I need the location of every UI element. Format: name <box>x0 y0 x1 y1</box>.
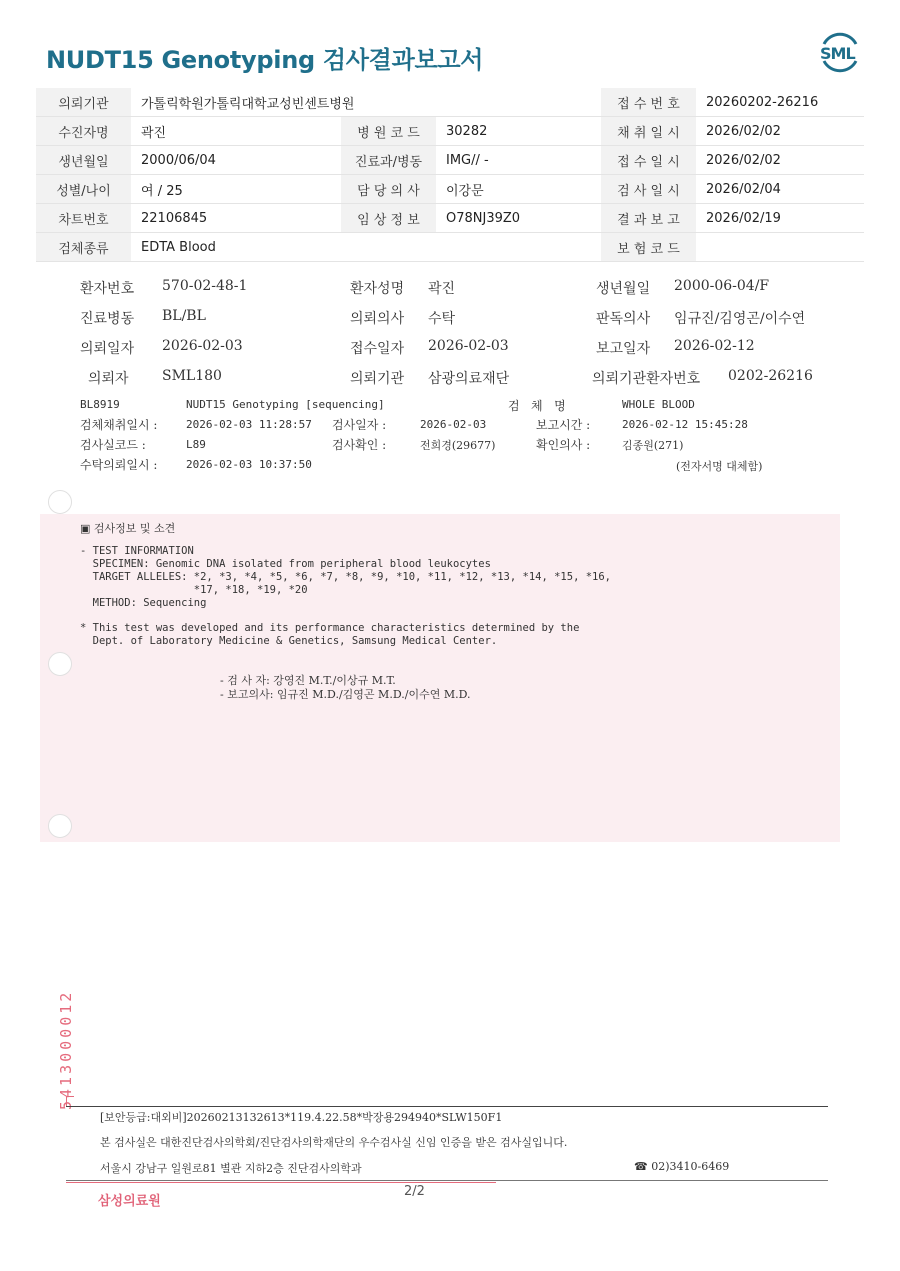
specimen: WHOLE BLOOD <box>622 398 695 411</box>
collect-label: 검체채취일시 : <box>80 418 158 432</box>
recv-date: 2026-02-03 <box>428 338 509 354</box>
footer-top-rule <box>66 1106 828 1107</box>
requester-label: 의뢰자 <box>88 371 129 387</box>
req-doctor-label: 의뢰의사 <box>350 311 405 327</box>
findings-line: *17, *18, *19, *20 <box>80 584 308 596</box>
findings-line: Dept. of Laboratory Medicine & Genetics, Samsung Medical Center. <box>80 635 498 647</box>
header-field-label: 결 과 보 고 <box>601 204 696 233</box>
header-field-label: 검체종류 <box>36 233 131 262</box>
header-field-value: 20260202-26216 <box>696 88 864 117</box>
report-date-label: 보고일자 <box>596 341 651 357</box>
header-field-value <box>696 233 864 262</box>
findings-line: * This test was developed and its performance characteristics determined by the <box>80 622 580 634</box>
header-field-value: O78NJ39Z0 <box>436 204 601 233</box>
findings-line: - TEST INFORMATION <box>80 545 194 557</box>
header-row <box>36 88 864 117</box>
findings-line: TARGET ALLELES: *2, *3, *4, *5, *6, *7, *8, *9, *10, *11, *12, *13, *14, *15, *16, <box>80 571 612 583</box>
header-field-label: 생년월일 <box>36 146 131 175</box>
header-field-value: 2000/06/04 <box>131 146 341 175</box>
confirm-doctor: 김종원(271) <box>622 439 684 452</box>
header-field-value: 곽진 <box>131 117 341 146</box>
esign-note: (전자서명 대체함) <box>676 460 763 473</box>
dob: 2000-06-04/F <box>674 278 770 294</box>
phone-line: ☎ 02)3410-6469 <box>634 1160 730 1173</box>
footer-bottom-rule <box>66 1180 828 1181</box>
header-field-label: 보 험 코 드 <box>601 233 696 262</box>
header-field-label: 접 수 번 호 <box>601 88 696 117</box>
specimen-label: 검 체 명 <box>508 399 566 413</box>
header-field-value: 30282 <box>436 117 601 146</box>
punch-hole-mark <box>48 814 72 838</box>
ward: BL/BL <box>162 308 206 324</box>
header-field-label: 검 사 일 시 <box>601 175 696 204</box>
header-field-value: EDTA Blood <box>131 233 601 262</box>
findings-heading: ▣ 검사정보 및 소견 <box>80 522 176 535</box>
header-field-label: 임 상 정 보 <box>341 204 436 233</box>
reporting-doctor-line: - 보고의사: 임규진 M.D./김영곤 M.D./이수연 M.D. <box>220 688 471 701</box>
patient-name: 곽진 <box>428 281 456 297</box>
test-name: NUDT15 Genotyping [sequencing] <box>186 398 385 411</box>
outsource-label: 수탁의뢰일시 : <box>80 458 158 472</box>
address-line: 서울시 강남구 일원로81 별관 지하2층 진단검사의학과 <box>100 1162 362 1175</box>
header-field-value: 2026/02/02 <box>696 117 864 146</box>
header-field-value: 22106845 <box>131 204 341 233</box>
recv-date-label: 접수일자 <box>350 341 405 357</box>
header-field-label: 접 수 일 시 <box>601 146 696 175</box>
header-field-value: IMG// - <box>436 146 601 175</box>
findings-line: SPECIMEN: Genomic DNA isolated from peripheral blood leukocytes <box>80 558 491 570</box>
header-row <box>36 117 864 146</box>
header-field-value: 2026/02/19 <box>696 204 864 233</box>
inst-patient-no: 0202-26216 <box>728 368 813 384</box>
header-field-label: 수진자명 <box>36 117 131 146</box>
punch-hole-mark <box>48 490 72 514</box>
report-date: 2026-02-12 <box>674 338 755 354</box>
header-row <box>36 146 864 175</box>
header-field-label: 병 원 코 드 <box>341 117 436 146</box>
dob-label: 생년월일 <box>596 281 651 297</box>
institution-label: 의뢰기관 <box>350 371 405 387</box>
confirm: 전희경(29677) <box>420 439 496 452</box>
header-field-label: 진료과/병동 <box>341 146 436 175</box>
patient-no-label: 환자번호 <box>80 281 135 297</box>
confirm-doctor-label: 확인의사 : <box>536 438 591 452</box>
certification-line: 본 검사실은 대한진단검사의학회/진단검사의학재단의 우수검사실 신임 인증을 받은 검사실입니다. <box>100 1136 568 1149</box>
report-header-table <box>36 88 864 262</box>
header-row <box>36 233 864 262</box>
confirm-label: 검사확인 : <box>332 438 387 452</box>
patient-name-label: 환자성명 <box>350 281 405 297</box>
tester-line: - 검 사 자: 강영진 M.T./이상규 M.T. <box>220 674 396 687</box>
report-time-label: 보고시간 : <box>536 418 591 432</box>
inst-patient-no-label: 의뢰기관환자번호 <box>592 371 701 387</box>
test-date-label: 검사일자 : <box>332 418 387 432</box>
test-date: 2026-02-03 <box>420 418 487 431</box>
institution: 삼광의료재단 <box>428 371 510 387</box>
header-field-value: 2026/02/02 <box>696 146 864 175</box>
punch-hole-mark <box>48 652 72 676</box>
header-field-value: 여 / 25 <box>131 175 341 204</box>
header-field-label: 성별/나이 <box>36 175 131 204</box>
footer-accent-rule <box>66 1182 496 1183</box>
header-field-label: 채 취 일 시 <box>601 117 696 146</box>
report-time: 2026-02-12 15:45:28 <box>622 418 748 431</box>
header-field-label: 차트번호 <box>36 204 131 233</box>
test-code: BL8919 <box>80 398 120 411</box>
header-row <box>36 175 864 204</box>
brand-name: 삼성의료원 <box>98 1194 161 1209</box>
patient-no: 570-02-48-1 <box>162 278 248 294</box>
header-field-value: 가톨릭학원가톨릭대학교성빈센트병원 <box>131 88 601 117</box>
page-number: 2/2 <box>404 1184 425 1199</box>
lab-code-label: 검사실코드 : <box>80 438 146 452</box>
stamp-number: 5413000012 <box>57 989 75 1110</box>
sml-logo-text: SML <box>820 44 855 63</box>
header-field-value: 이강문 <box>436 175 601 204</box>
header-row <box>36 204 864 233</box>
findings-line: METHOD: Sequencing <box>80 597 207 609</box>
report-title: NUDT15 Genotyping 검사결과보고서 <box>46 46 484 74</box>
req-doctor: 수탁 <box>428 311 456 327</box>
header-field-label: 담 당 의 사 <box>341 175 436 204</box>
reading-doctor: 임규진/김영곤/이수연 <box>674 311 806 327</box>
ward-label: 진료병동 <box>80 311 135 327</box>
reading-doctor-label: 판독의사 <box>596 311 651 327</box>
req-date-label: 의뢰일자 <box>80 341 135 357</box>
collect: 2026-02-03 11:28:57 <box>186 418 312 431</box>
lab-code: L89 <box>186 438 206 451</box>
header-field-label: 의뢰기관 <box>36 88 131 117</box>
outsource: 2026-02-03 10:37:50 <box>186 458 312 471</box>
security-line: [보안등급:대외비]20260213132613*119.4.22.58*박장용294940*SLW150F1 <box>100 1111 503 1124</box>
requester: SML180 <box>162 368 222 384</box>
header-field-value: 2026/02/04 <box>696 175 864 204</box>
req-date: 2026-02-03 <box>162 338 243 354</box>
